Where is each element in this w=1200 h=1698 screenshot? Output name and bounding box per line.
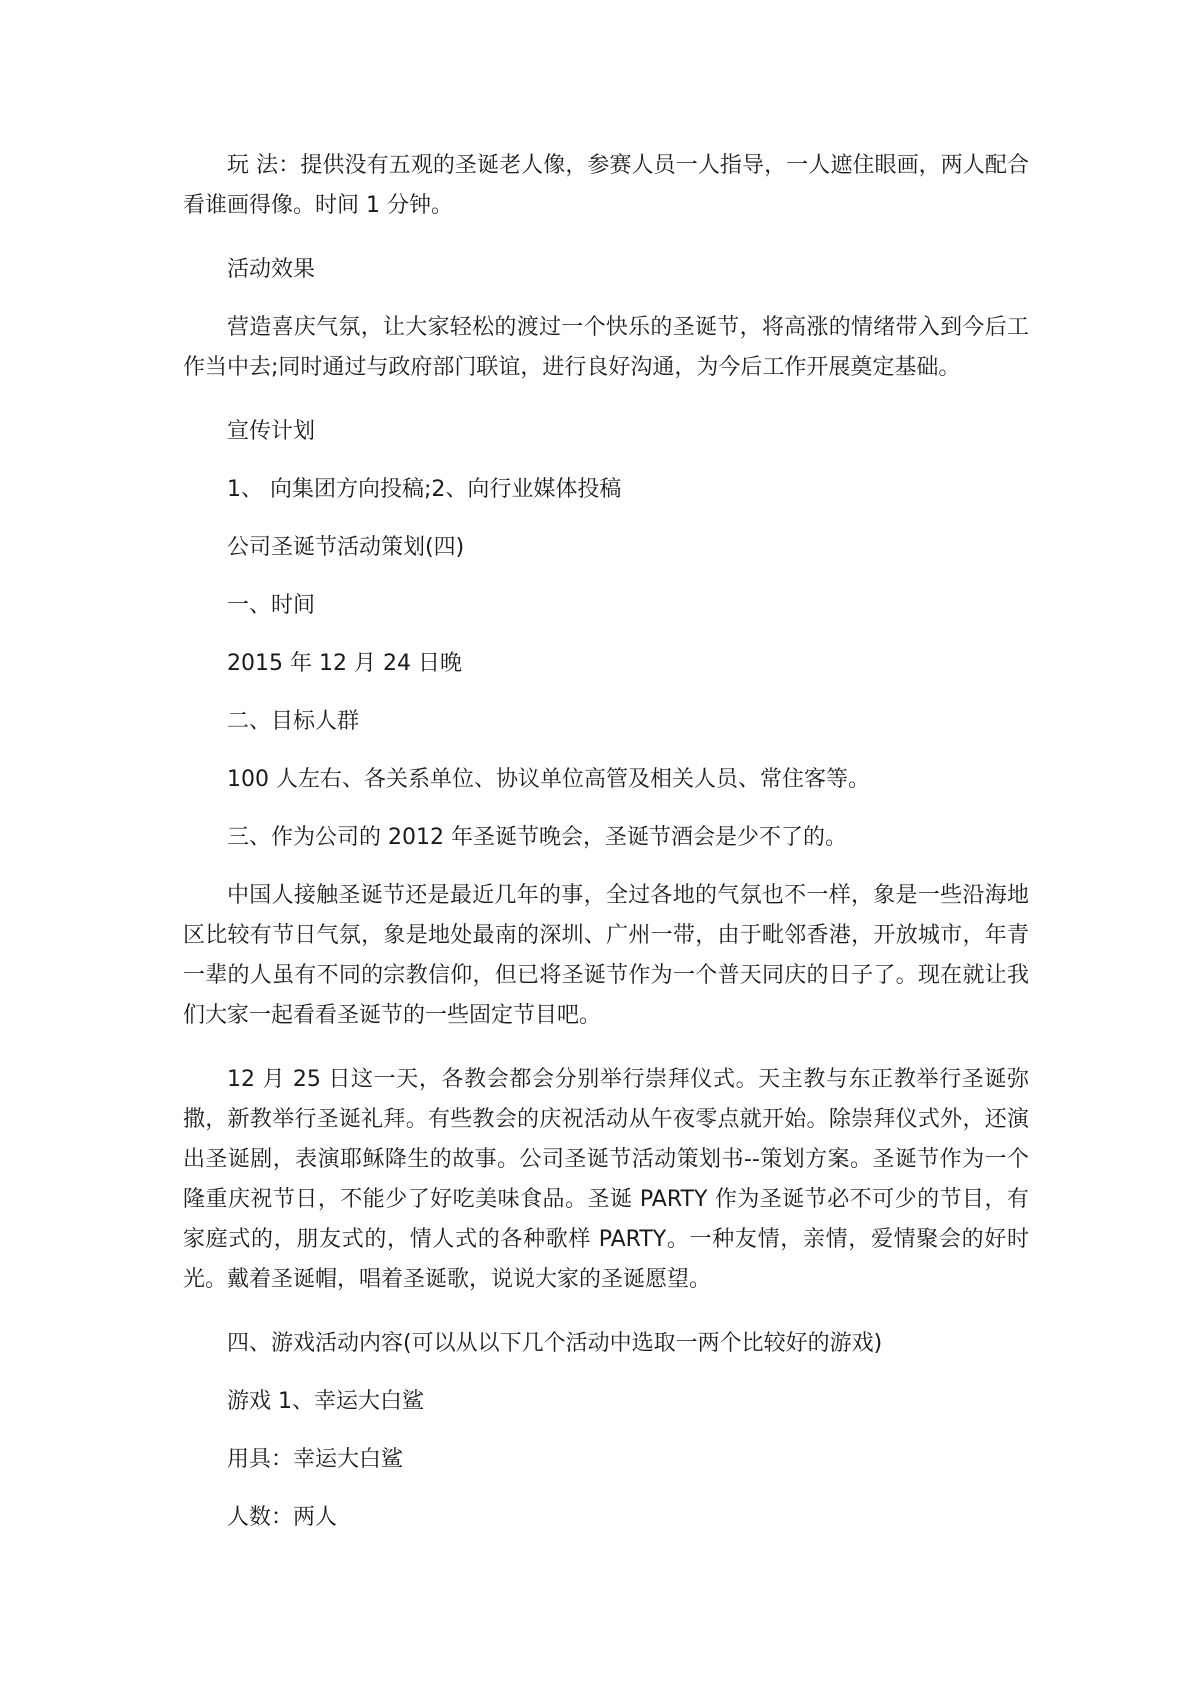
paragraph-date: 2015 年 12 月 24 日晚 <box>227 651 462 676</box>
heading-party-intro: 三、作为公司的 2012 年圣诞节晚会，圣诞节酒会是少不了的。 <box>227 825 847 850</box>
paragraph-participants: 人数：两人 <box>227 1505 338 1530</box>
heading-publicity-plan: 宣传计划 <box>227 419 316 444</box>
section-title-plan-four: 公司圣诞节活动策划(四) <box>227 535 465 560</box>
document-body <box>183 146 1029 1556</box>
heading-time: 一、时间 <box>227 593 316 618</box>
paragraph-game-rules: 玩 法：提供没有五观的圣诞老人像，参赛人员一人指导，一人遮住眼画，两人配合看谁画得像。时间 1 分钟。 <box>183 153 1029 218</box>
paragraph-props: 用具：幸运大白鲨 <box>227 1447 404 1472</box>
heading-game-one: 游戏 1、幸运大白鲨 <box>227 1389 424 1414</box>
heading-target-audience: 二、目标人群 <box>227 709 360 734</box>
paragraph-christmas-in-china: 中国人接触圣诞节还是最近几年的事，全过各地的气氛也不一样，象是一些沿海地区比较有节日气氛，象是地处最南的深圳、广州一带，由于毗邻香港，开放城市，年青一辈的人虽有不同的宗教信仰，但已将圣诞节作为一个普天同庆的日子了。现在就让我们大家一起看看圣诞节的一些固定节目吧。 <box>183 883 1029 1028</box>
heading-game-activities: 四、游戏活动内容(可以从以下几个活动中选取一两个比较好的游戏) <box>227 1331 883 1356</box>
paragraph-activity-effect: 营造喜庆气氛，让大家轻松的渡过一个快乐的圣诞节，将高涨的情绪带入到今后工作当中去;同时通过与政府部门联谊，进行良好沟通，为今后工作开展奠定基础。 <box>183 315 1029 380</box>
heading-activity-effect: 活动效果 <box>227 257 316 282</box>
paragraph-christmas-day: 12 月 25 日这一天，各教会都会分别举行崇拜仪式。天主教与东正教举行圣诞弥撒，新教举行圣诞礼拜。有些教会的庆祝活动从午夜零点就开始。除崇拜仪式外，还演出圣诞剧，表演耶稣降生的故事。公司圣诞节活动策划书--策划方案。圣诞节作为一个隆重庆祝节日，不能少了好吃美味食品。圣诞 PARTY 作为圣诞节必不可少的节目，有家庭式的，朋友式的，情人式的各种歌样 PARTY。一种友情，亲情，爱情聚会的好时光。戴着圣诞帽，唱着圣诞歌，说说大家的圣诞愿望。 <box>183 1067 1029 1292</box>
paragraph-audience: 100 人左右、各关系单位、协议单位高管及相关人员、常住客等。 <box>227 767 870 792</box>
paragraph-publicity-items: 1、 向集团方向投稿;2、向行业媒体投稿 <box>227 477 622 502</box>
